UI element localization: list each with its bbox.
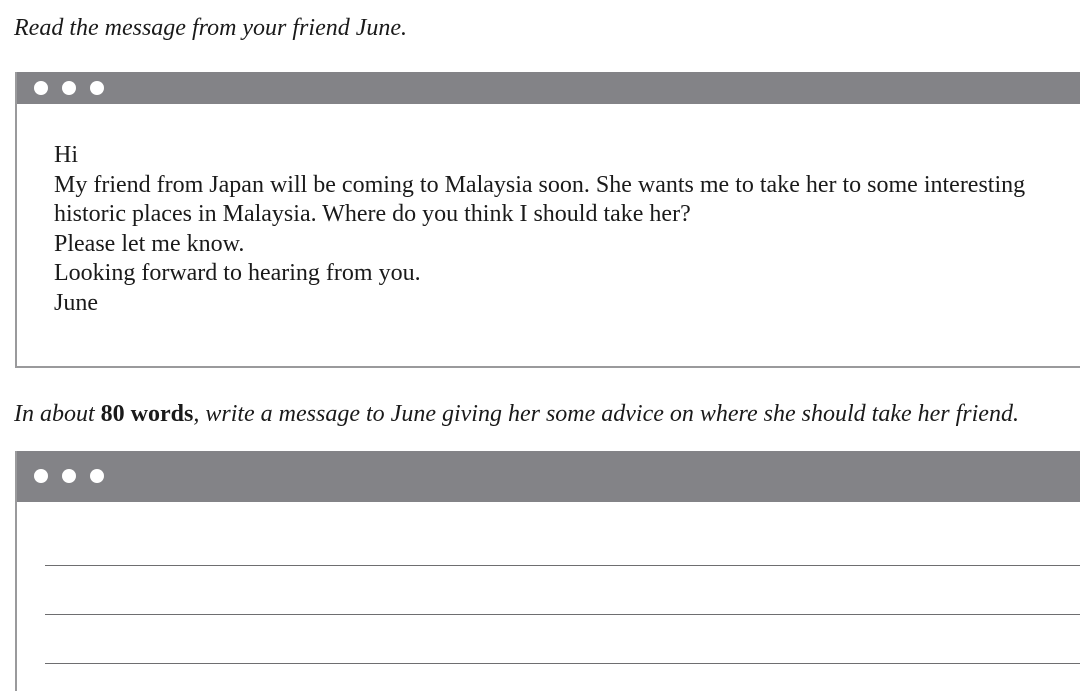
window-title-bar xyxy=(17,451,1080,502)
message-signature: June xyxy=(54,289,98,316)
instruction-read: Read the message from your friend June. xyxy=(14,15,408,41)
message-body xyxy=(54,141,1064,318)
answer-line[interactable] xyxy=(45,614,1080,615)
message-paragraph: My friend from Japan will be coming to Malaysia soon. She wants me to take her to some interesting historic places in Malaysia. Where do you think I should take her? xyxy=(54,171,1026,227)
dot-icon xyxy=(62,81,76,95)
dot-icon xyxy=(90,469,104,483)
received-message-window xyxy=(15,72,1080,368)
instruction-write-before: In about xyxy=(14,401,101,427)
dot-icon xyxy=(90,81,104,95)
window-dots xyxy=(34,81,104,95)
message-request: Please let me know. xyxy=(54,230,245,257)
window-dots xyxy=(34,469,104,483)
reply-message-window xyxy=(15,451,1080,691)
dot-icon xyxy=(34,469,48,483)
window-title-bar xyxy=(17,72,1080,104)
message-closing: Looking forward to hearing from you. xyxy=(54,260,421,286)
answer-line[interactable] xyxy=(45,565,1080,566)
dot-icon xyxy=(62,469,76,483)
instruction-write xyxy=(14,400,1019,428)
answer-line[interactable] xyxy=(45,663,1080,664)
word-count: 80 words xyxy=(100,401,194,427)
dot-icon xyxy=(34,81,48,95)
message-greeting: Hi xyxy=(54,142,78,168)
instruction-write-after: , write a message to June giving her some advice on where she should take her friend. xyxy=(193,401,1019,427)
